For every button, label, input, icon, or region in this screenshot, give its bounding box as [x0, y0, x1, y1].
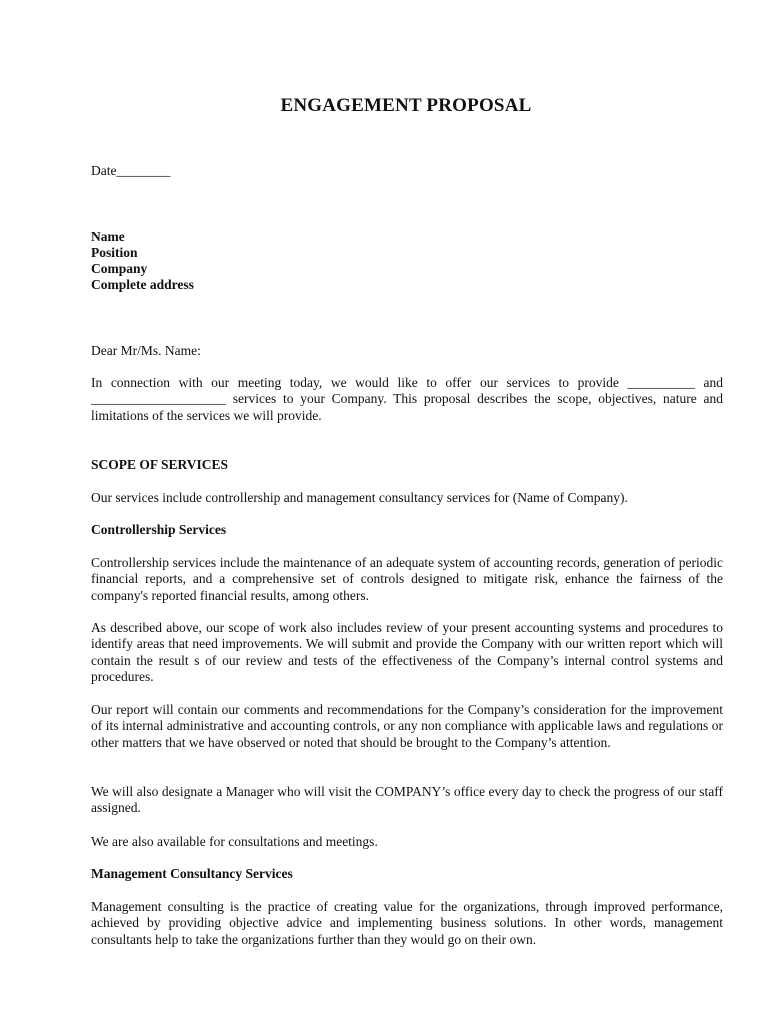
- page-title: ENGAGEMENT PROPOSAL: [280, 95, 532, 116]
- controllership-heading: Controllership Services: [91, 522, 227, 537]
- salutation: Dear Mr/Ms. Name:: [91, 343, 201, 358]
- controllership-paragraph-2: As described above, our scope of work also includes review of your present accounting systems and procedures to identify areas that need improvements. We will submit and provide the Company with our written report which will contain the result s of our review and tests of the effectiveness of the Company’s internal control systems and procedures.: [91, 620, 723, 684]
- date-line: Date________: [91, 163, 171, 178]
- controllership-paragraph-1: Controllership services include the maintenance of an adequate system of accounting records, generation of periodic financial reports, and a comprehensive set of controls designed to mitigate risk, enhance the fairness of the company's reported financial results, among others.: [91, 555, 723, 603]
- intro-paragraph: In connection with our meeting today, we would like to offer our services to provide __________ and ____________________ services to your Company. This proposal describes the scope, objectives, nature and limitations of the services we will provide.: [91, 375, 723, 423]
- controllership-paragraph-5: We are also available for consultations and meetings.: [91, 834, 378, 849]
- controllership-paragraph-3: Our report will contain our comments and recommendations for the Company’s consideration for the improvement of its internal administrative and accounting controls, or any non compliance with applicable laws and regulations or other matters that we have observed or noted that should be brought to the Company’s attention.: [91, 702, 723, 750]
- management-heading: Management Consultancy Services: [91, 866, 293, 881]
- management-paragraph-1: Management consulting is the practice of creating value for the organizations, through improved performance, achieved by providing objective advice and implementing business solutions. In other words, management consultants help to take the organizations further than they would go on their own.: [91, 899, 723, 947]
- scope-heading: SCOPE OF SERVICES: [91, 457, 229, 472]
- recipient-name: Name: [91, 229, 125, 244]
- scope-intro-paragraph: Our services include controllership and management consultancy services for (Name of Company).: [91, 490, 628, 505]
- recipient-complete-address: Complete address: [91, 277, 194, 292]
- controllership-paragraph-4: We will also designate a Manager who will visit the COMPANY’s office every day to check the progress of our staff assigned.: [91, 784, 723, 816]
- recipient-position: Position: [91, 245, 138, 260]
- recipient-company: Company: [91, 261, 148, 276]
- recipient-address-block: [91, 229, 194, 293]
